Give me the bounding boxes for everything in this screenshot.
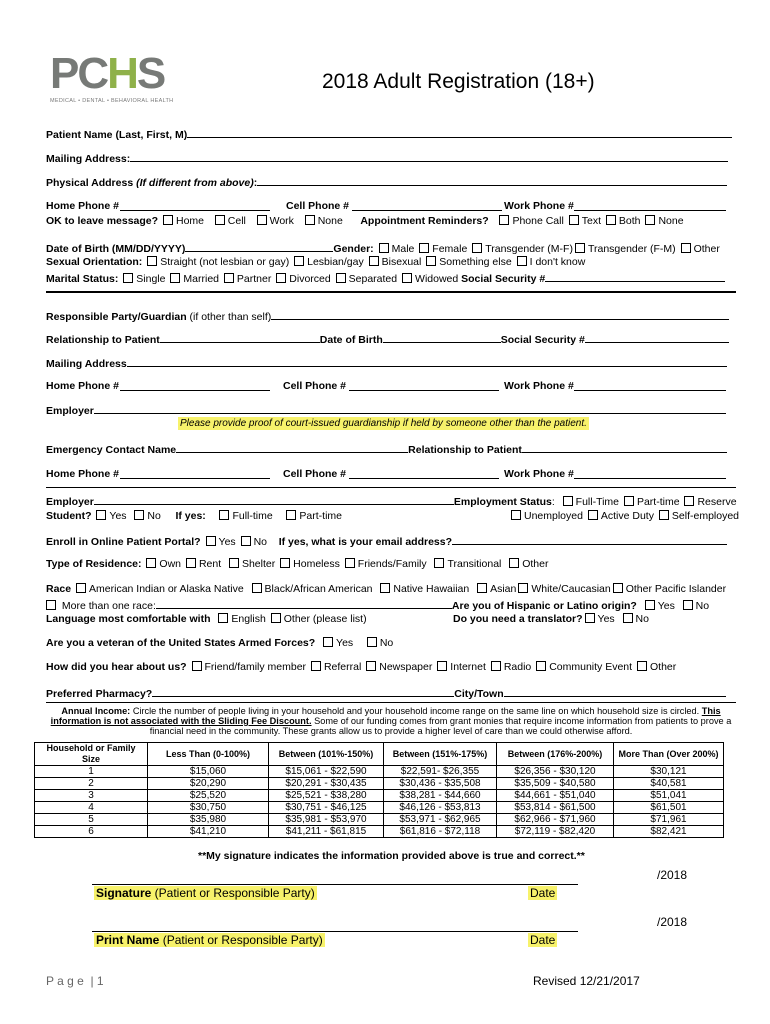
- student-no-checkbox[interactable]: [134, 510, 144, 520]
- work-phone-field[interactable]: [574, 199, 726, 211]
- marital-row: Marital Status: Single Married Partner Divorced Separated Widowed Social Security #: [46, 270, 726, 284]
- student-row: Student? Yes No If yes: Full-time Part-time Unemployed Active Duty Self-employed: [46, 510, 740, 522]
- res-own-checkbox[interactable]: [146, 558, 156, 568]
- emergency-row: Emergency Contact Name Relationship to Patient: [46, 441, 726, 455]
- lang-other-checkbox[interactable]: [271, 613, 281, 623]
- orient-dontknow-checkbox[interactable]: [517, 256, 527, 266]
- signature-statement: **My signature indicates the information provided above is true and correct.**: [198, 850, 585, 862]
- logo-wordmark: PCHS: [50, 49, 165, 98]
- guardian-phones-row: Home Phone # Cell Phone # Work Phone #: [46, 379, 726, 393]
- student-yes-checkbox[interactable]: [96, 510, 106, 520]
- pchs-logo: [50, 49, 200, 112]
- res-other-checkbox[interactable]: [509, 558, 519, 568]
- guardian-employer-field[interactable]: [94, 402, 726, 414]
- marital-married-checkbox[interactable]: [170, 273, 180, 283]
- msg-home-checkbox[interactable]: [163, 215, 173, 225]
- referral-row: How did you hear about us? Friend/family member Referral Newspaper Internet Radio Community Event Other: [46, 661, 677, 673]
- employer-row: Employer Employment Status: Full-Time Part-time Reserve: [46, 493, 726, 507]
- emergency-relationship-field[interactable]: [522, 441, 727, 453]
- race-black-checkbox[interactable]: [252, 583, 262, 593]
- cell-phone-field[interactable]: [352, 199, 502, 211]
- guardian-relationship-row: Relationship to Patient Date of Birth Social Security #: [46, 331, 726, 345]
- translator-yes-checkbox[interactable]: [585, 613, 595, 623]
- translator-no-checkbox[interactable]: [623, 613, 633, 623]
- ref-event-checkbox[interactable]: [536, 661, 546, 671]
- race-pacific-checkbox[interactable]: [613, 583, 623, 593]
- guardian-employer-row: Employer: [46, 402, 726, 416]
- table-row: 5 $35,980 $35,981 - $53,970 $53,971 - $62,965 $62,966 - $71,960 $71,961: [35, 814, 724, 826]
- marital-partner-checkbox[interactable]: [224, 273, 234, 283]
- logo-tagline: MEDICAL • DENTAL • BEHAVIORAL HEALTH: [50, 98, 174, 104]
- table-row: 6 $41,210 $41,211 - $61,815 $61,816 - $72,118 $72,119 - $82,420 $82,421: [35, 826, 724, 838]
- guardian-home-phone-field[interactable]: [120, 379, 270, 391]
- ref-newspaper-checkbox[interactable]: [366, 661, 376, 671]
- signature-date-label: Date: [530, 886, 556, 900]
- patient-name-field[interactable]: [187, 126, 732, 138]
- gender-fm-checkbox[interactable]: [575, 243, 585, 253]
- appt-none-checkbox[interactable]: [645, 215, 655, 225]
- guardianship-note: Please provide proof of court-issued guardianship if held by someone other than the patient.: [180, 418, 587, 429]
- guardian-mailing-field[interactable]: [127, 355, 727, 367]
- print-year: /2018: [657, 915, 688, 929]
- email-field[interactable]: [452, 533, 727, 545]
- orient-bisexual-checkbox[interactable]: [369, 256, 379, 266]
- income-header-row: Household or Family Size Less Than (0-100%) Between (101%-150%) Between (151%-175%) Between (176%-200%) More Than (Over 200%): [35, 743, 724, 766]
- guardian-mailing-row: Mailing Address: [46, 355, 726, 369]
- marital-divorced-checkbox[interactable]: [276, 273, 286, 283]
- race-more-checkbox[interactable]: [46, 600, 56, 610]
- msg-cell-checkbox[interactable]: [215, 215, 225, 225]
- emergency-work-phone-field[interactable]: [574, 467, 726, 479]
- emp-self-checkbox[interactable]: [659, 510, 669, 520]
- marital-separated-checkbox[interactable]: [336, 273, 346, 283]
- race-asian-checkbox[interactable]: [477, 583, 487, 593]
- dob-gender-row: Date of Birth (MM/DD/YYYY) Gender: Male Female Transgender (M-F) Transgender (F-M) Other: [46, 240, 726, 254]
- veteran-row: Are you a veteran of the United States Armed Forces? Yes No: [46, 637, 394, 649]
- emergency-cell-phone-field[interactable]: [349, 467, 499, 479]
- page-number: P a g e | 1: [46, 974, 104, 988]
- pharmacy-field[interactable]: [152, 685, 454, 697]
- student-fulltime-checkbox[interactable]: [219, 510, 229, 520]
- patient-phones-row: Home Phone # Cell Phone # Work Phone #: [46, 199, 726, 213]
- pharmacy-row: Preferred Pharmacy? City/Town: [46, 685, 726, 699]
- guardian-dob-field[interactable]: [383, 331, 501, 343]
- portal-no-checkbox[interactable]: [241, 536, 251, 546]
- ref-referral-checkbox[interactable]: [311, 661, 321, 671]
- msg-work-checkbox[interactable]: [257, 215, 267, 225]
- hispanic-yes-checkbox[interactable]: [645, 600, 655, 610]
- appt-both-checkbox[interactable]: [606, 215, 616, 225]
- orient-straight-checkbox[interactable]: [147, 256, 157, 266]
- orientation-row: Sexual Orientation: Straight (not lesbian or gay) Lesbian/gay Bisexual Something else I don't know: [46, 256, 586, 268]
- table-row: 2 $20,290 $20,291 - $30,435 $30,436 - $35,508 $35,509 - $40,580 $40,581: [35, 778, 724, 790]
- race-white-checkbox[interactable]: [518, 583, 528, 593]
- gender-other-checkbox[interactable]: [681, 243, 691, 253]
- emp-fulltime-checkbox[interactable]: [563, 496, 573, 506]
- res-transitional-checkbox[interactable]: [434, 558, 444, 568]
- employer-field[interactable]: [94, 493, 454, 505]
- ref-friend-checkbox[interactable]: [192, 661, 202, 671]
- guardian-row: Responsible Party/Guardian (if other than self): [46, 308, 726, 322]
- res-friends-checkbox[interactable]: [345, 558, 355, 568]
- guardian-work-phone-field[interactable]: [574, 379, 726, 391]
- res-rent-checkbox[interactable]: [186, 558, 196, 568]
- guardian-ssn-field[interactable]: [585, 331, 729, 343]
- race-row: Race American Indian or Alaska Native Black/African American Native Hawaiian Asian White/Caucasian Other Pacific Islander: [46, 583, 727, 595]
- portal-row: Enroll in Online Patient Portal? Yes No If yes, what is your email address?: [46, 533, 726, 547]
- patient-ssn-field[interactable]: [545, 270, 725, 282]
- language-row: Language most comfortable with English Other (please list) Do you need a translator? Yes No: [46, 613, 649, 625]
- marital-single-checkbox[interactable]: [123, 273, 133, 283]
- emergency-name-field[interactable]: [176, 441, 408, 453]
- residence-row: Type of Residence: Own Rent Shelter Homeless Friends/Family Transitional Other: [46, 558, 549, 570]
- print-name-line[interactable]: [92, 931, 578, 932]
- orient-lesbian-checkbox[interactable]: [294, 256, 304, 266]
- ref-internet-checkbox[interactable]: [437, 661, 447, 671]
- emp-unemployed-checkbox[interactable]: [511, 510, 521, 520]
- gender-female-checkbox[interactable]: [419, 243, 429, 253]
- emergency-phones-row: Home Phone # Cell Phone # Work Phone #: [46, 467, 726, 481]
- emergency-home-phone-field[interactable]: [120, 467, 270, 479]
- race-aian-checkbox[interactable]: [76, 583, 86, 593]
- guardian-relationship-field[interactable]: [160, 331, 320, 343]
- section-divider: [46, 291, 736, 293]
- orient-else-checkbox[interactable]: [426, 256, 436, 266]
- race-more-row: More than one race: Are you of Hispanic or Latino origin? Yes No: [46, 597, 726, 611]
- res-homeless-checkbox[interactable]: [280, 558, 290, 568]
- table-row: 4 $30,750 $30,751 - $46,125 $46,126 - $53,813 $53,814 - $61,500 $61,501: [35, 802, 724, 814]
- table-row: 3 $25,520 $25,521 - $38,280 $38,281 - $44,660 $44,661 - $51,040 $51,041: [35, 790, 724, 802]
- page-title: 2018 Adult Registration (18+): [322, 70, 595, 93]
- message-row: OK to leave message? Home Cell Work None Appointment Reminders? Phone Call Text Both None: [46, 215, 684, 227]
- guardian-field[interactable]: [271, 308, 729, 320]
- dob-field[interactable]: [185, 240, 333, 252]
- race-more-field[interactable]: [156, 597, 452, 609]
- emp-parttime-checkbox[interactable]: [624, 496, 634, 506]
- physical-address-row: Physical Address (If different from above):: [46, 174, 726, 188]
- physical-address-field[interactable]: [257, 174, 727, 186]
- res-shelter-checkbox[interactable]: [229, 558, 239, 568]
- race-hawaiian-checkbox[interactable]: [380, 583, 390, 593]
- emp-activeduty-checkbox[interactable]: [588, 510, 598, 520]
- section-divider-2: [46, 487, 736, 488]
- signature-label: Signature (Patient or Responsible Party): [96, 886, 315, 900]
- mailing-address-field[interactable]: [130, 150, 728, 162]
- appt-text-checkbox[interactable]: [569, 215, 579, 225]
- hispanic-no-checkbox[interactable]: [683, 600, 693, 610]
- home-phone-field[interactable]: [120, 199, 270, 211]
- veteran-yes-checkbox[interactable]: [323, 637, 333, 647]
- emp-reserve-checkbox[interactable]: [684, 496, 694, 506]
- table-row: 1 $15,060 $15,061 - $22,590 $22,591- $26,355 $26,356 - $30,120 $30,121: [35, 766, 724, 778]
- section-divider-3: [46, 702, 736, 703]
- print-name-label: Print Name (Patient or Responsible Party): [96, 933, 323, 947]
- portal-yes-checkbox[interactable]: [206, 536, 216, 546]
- signature-year: /2018: [657, 868, 688, 882]
- gender-mf-checkbox[interactable]: [472, 243, 482, 253]
- msg-none-checkbox[interactable]: [305, 215, 315, 225]
- marital-widowed-checkbox[interactable]: [402, 273, 412, 283]
- income-instructions: Annual Income: Circle the number of people living in your household and your household income range on the same line on which household size is circled. This information is not associated with the Sliding Fee Discount. Some of our funding comes from grant monies that require income information from patients to prove a financial need in the community. These grants allow us to provide a higher level of care than we could otherwise afford.: [50, 706, 732, 736]
- city-field[interactable]: [504, 685, 726, 697]
- ref-radio-checkbox[interactable]: [491, 661, 501, 671]
- revised-date: Revised 12/21/2017: [533, 974, 640, 988]
- veteran-no-checkbox[interactable]: [367, 637, 377, 647]
- mailing-address-row: Mailing Address:: [46, 150, 726, 164]
- patient-name-row: Patient Name (Last, First, M): [46, 126, 726, 140]
- appt-phone-checkbox[interactable]: [499, 215, 509, 225]
- gender-male-checkbox[interactable]: [379, 243, 389, 253]
- student-parttime-checkbox[interactable]: [286, 510, 296, 520]
- ref-other-checkbox[interactable]: [637, 661, 647, 671]
- income-table: [34, 742, 724, 838]
- print-date-label: Date: [530, 933, 556, 947]
- guardian-cell-phone-field[interactable]: [349, 379, 499, 391]
- lang-english-checkbox[interactable]: [218, 613, 228, 623]
- signature-line[interactable]: [92, 884, 578, 885]
